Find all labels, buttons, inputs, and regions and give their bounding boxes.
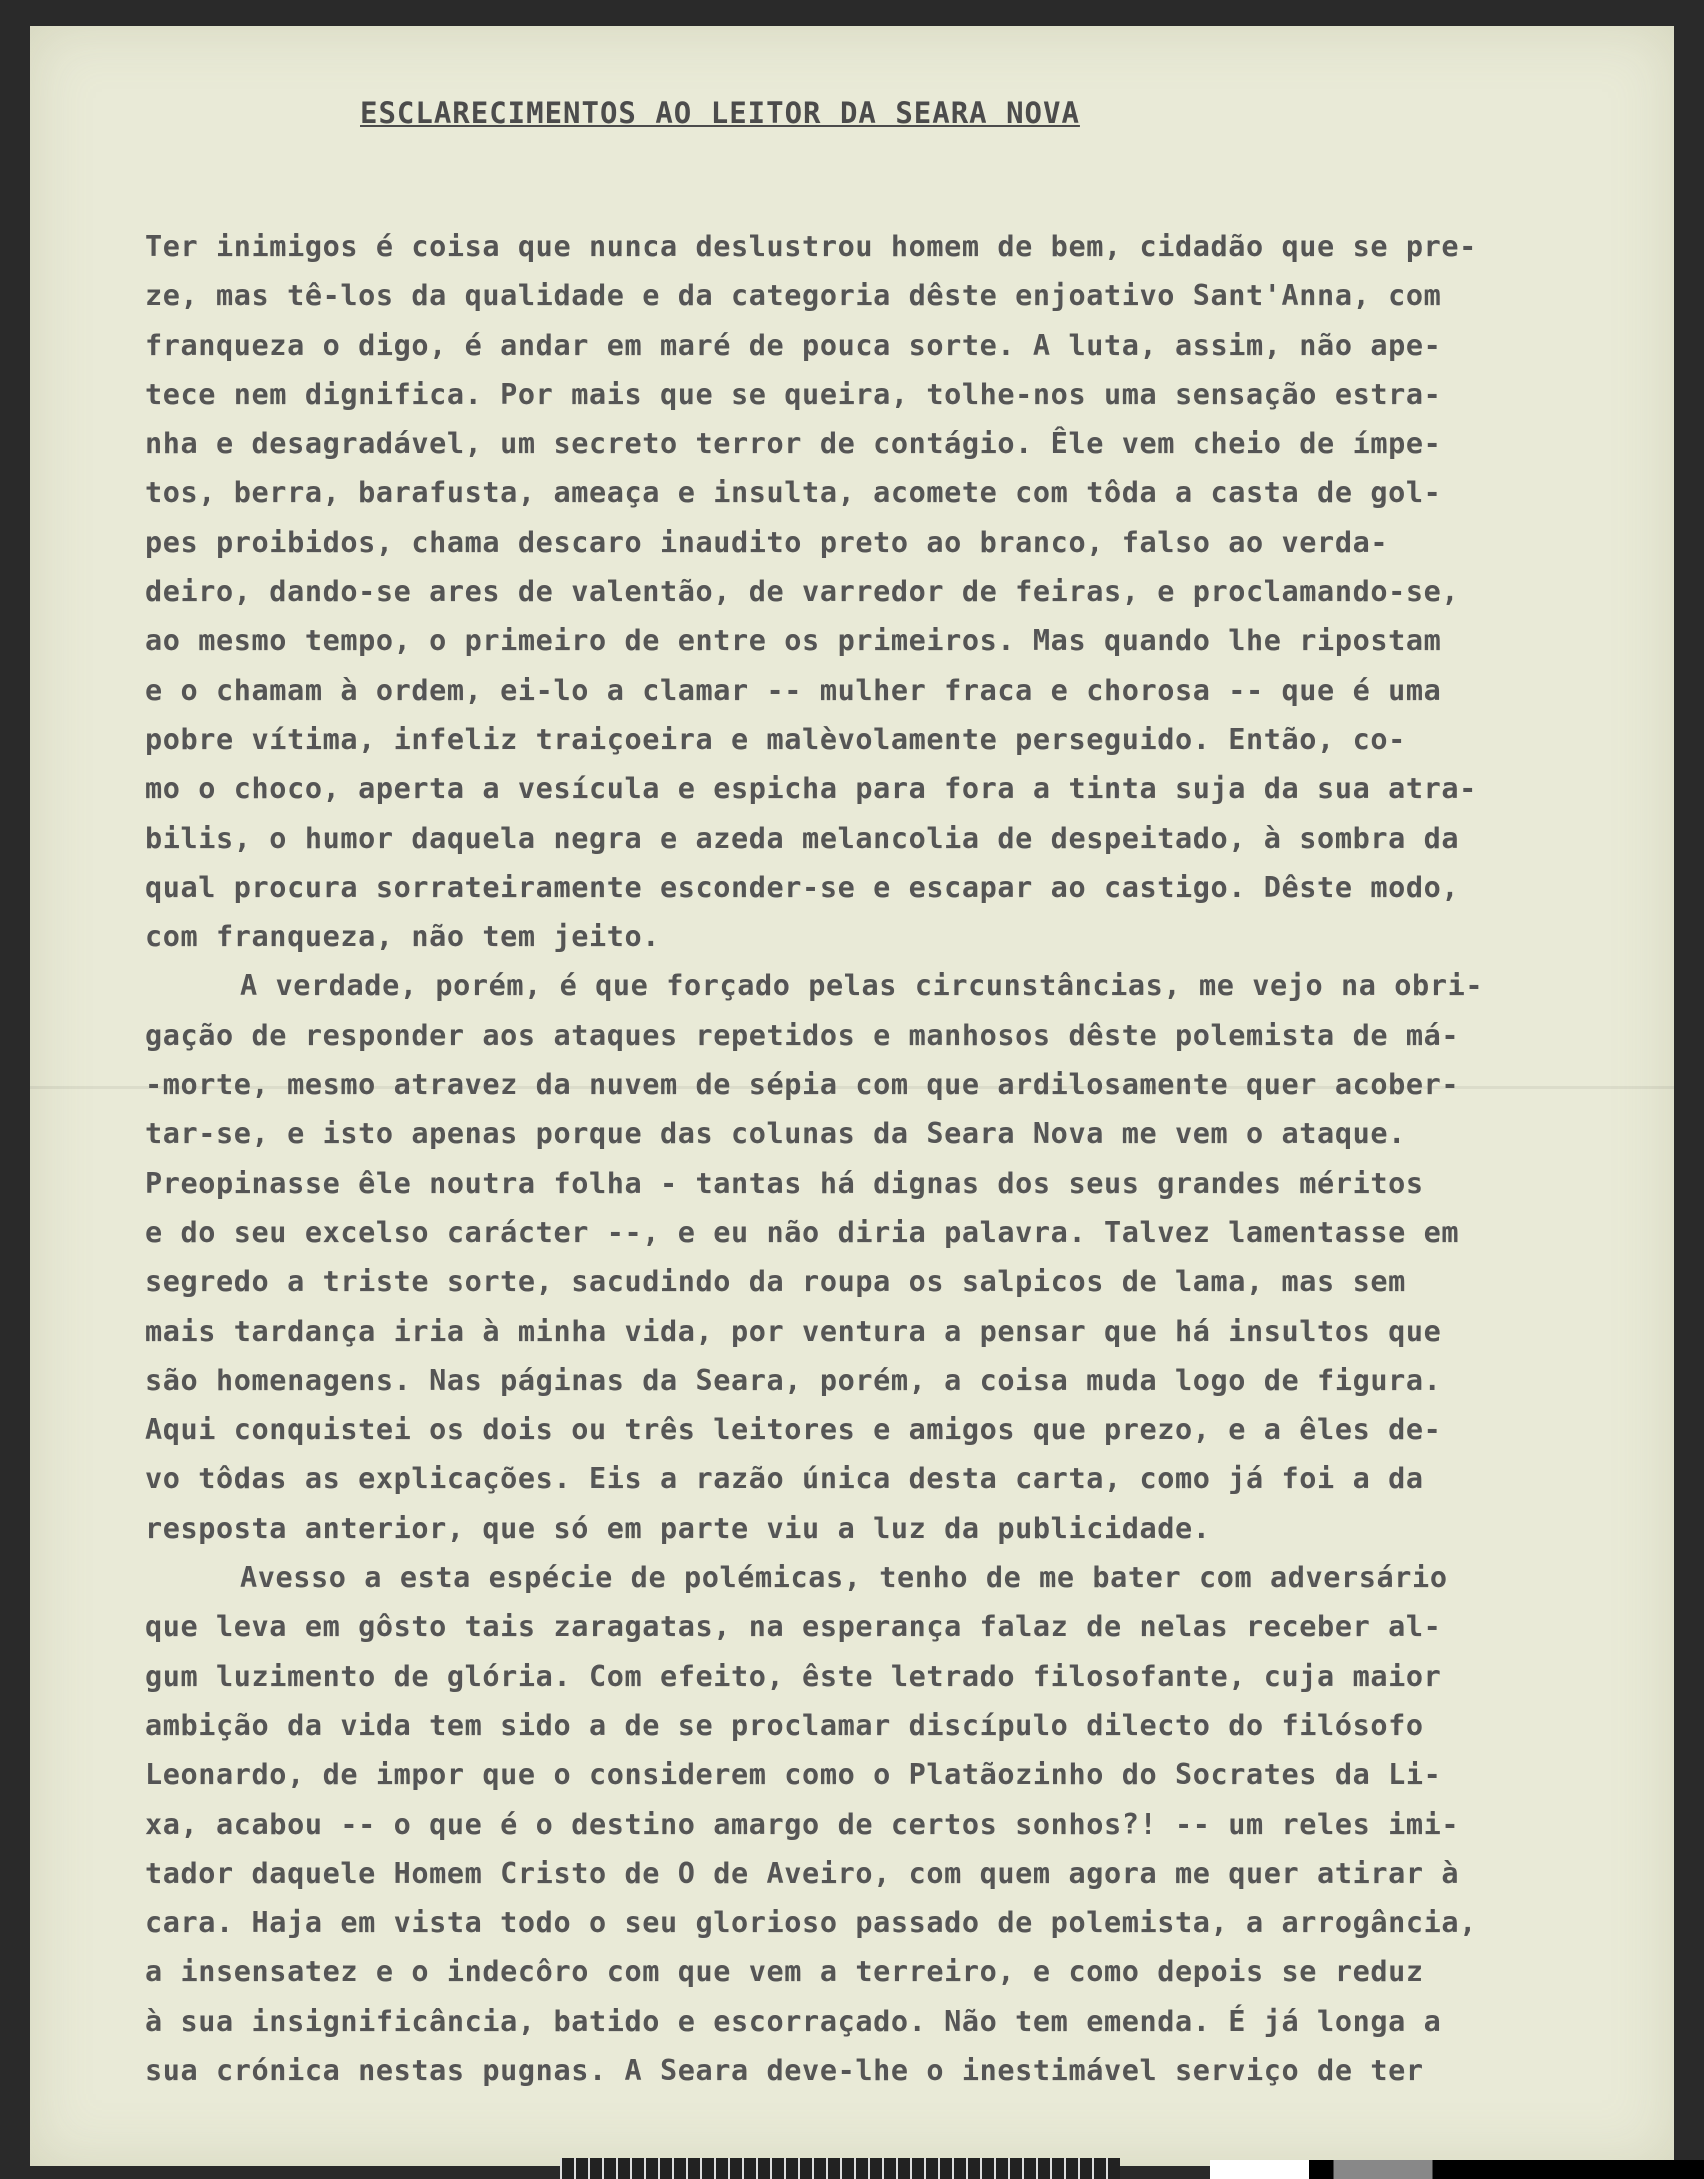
text-line: com franqueza, não tem jeito. [145,920,660,954]
text-line: mais tardança iria à minha vida, por ventura a pensar que há insultos que [145,1314,1442,1348]
text-line: tador daquele Homem Cristo de O de Aveiro, com quem agora me quer atirar à [145,1856,1460,1890]
text-line: tar-se, e isto apenas porque das colunas da Seara Nova me vem o ataque. [145,1117,1406,1151]
text-line: ambição da vida tem sido a de se proclamar discípulo dilecto do filósofo [145,1708,1424,1742]
text-line: tos, berra, barafusta, ameaça e insulta, acomete com tôda a casta de gol- [145,476,1442,510]
text-line: são homenagens. Nas páginas da Seara, porém, a coisa muda logo de figura. [145,1363,1442,1397]
text-line: qual procura sorrateiramente esconder-se e escapar ao castigo. Dêste modo, [145,870,1460,904]
text-line: a insensatez e o indecôro com que vem a terreiro, e como depois se reduz [145,1955,1424,1989]
text-line: Ter inimigos é coisa que nunca deslustrou homem de bem, cidadão que se pre- [145,230,1477,263]
text-line: deiro, dando-se ares de valentão, de varredor de feiras, e proclamando-se, [145,575,1460,609]
text-line: vo tôdas as explicações. Eis a razão única desta carta, como já foi a da [145,1462,1424,1496]
text-line: nha e desagradável, um secreto terror de contágio. Êle vem cheio de ímpe- [145,427,1442,461]
text-line: que leva em gôsto tais zaragatas, na esperança falaz de nelas receber al- [145,1610,1442,1644]
document-body [145,222,1665,2095]
color-calibration-bar [1210,2160,1704,2179]
scale-ruler [560,2158,1120,2179]
text-line: e o chamam à ordem, ei-lo a clamar -- mulher fraca e chorosa -- que é uma [145,673,1442,707]
text-line: e do seu excelso carácter --, e eu não diria palavra. Talvez lamentasse em [145,1215,1460,1249]
text-line: Aqui conquistei os dois ou três leitores e amigos que prezo, e a êles de- [145,1413,1442,1447]
text-line: resposta anterior, que só em parte viu a luz da publicidade. [145,1511,1211,1545]
text-line: -morte, mesmo atravez da nuvem de sépia com que ardilosamente quer acober- [145,1068,1460,1102]
text-line: Avesso a esta espécie de polémicas, tenho de me bater com adversário [240,1561,1448,1595]
text-line: à sua insignificância, batido e escorraçado. Não tem emenda. É já longa a [145,2004,1442,2038]
text-line: bilis, o humor daquela negra e azeda melancolia de despeitado, à sombra da [145,821,1460,855]
text-line: Preopinasse êle noutra folha - tantas há dignas dos seus grandes méritos [145,1166,1424,1200]
text-line: mo o choco, aperta a vesícula e espicha para fora a tinta suja da sua atra- [145,772,1477,806]
text-line: pobre vítima, infeliz traiçoeira e malèvolamente perseguido. Então, co- [145,722,1406,756]
text-line: xa, acabou -- o que é o destino amargo de certos sonhos?! -- um reles imi- [145,1807,1460,1841]
text-line: cara. Haja em vista todo o seu glorioso passado de polemista, a arrogância, [145,1906,1477,1940]
document-title: ESCLARECIMENTOS AO LEITOR DA SEARA NOVA [360,96,1080,130]
text-line: tece nem dignifica. Por mais que se queira, tolhe-nos uma sensação estra- [145,377,1442,411]
text-line: gum luzimento de glória. Com efeito, êste letrado filosofante, cuja maior [145,1659,1442,1693]
text-line: sua crónica nestas pugnas. A Seara deve-lhe o inestimável serviço de ter [145,2053,1424,2087]
text-line: ao mesmo tempo, o primeiro de entre os primeiros. Mas quando lhe ripostam [145,624,1442,658]
text-line: gação de responder aos ataques repetidos e manhosos dêste polemista de má- [145,1018,1460,1052]
text-line: ze, mas tê-los da qualidade e da categoria dêste enjoativo Sant'Anna, com [145,279,1442,313]
text-line: Leonardo, de impor que o considerem como o Platãozinho do Socrates da Li- [145,1758,1442,1792]
text-line: segredo a triste sorte, sacudindo da roupa os salpicos de lama, mas sem [145,1265,1406,1299]
text-line: A verdade, porém, é que forçado pelas circunstâncias, me vejo na obri- [240,969,1484,1003]
text-line: franqueza o digo, é andar em maré de pouca sorte. A luta, assim, não ape- [145,328,1442,362]
text-line: pes proibidos, chama descaro inaudito preto ao branco, falso ao verda- [145,525,1389,559]
